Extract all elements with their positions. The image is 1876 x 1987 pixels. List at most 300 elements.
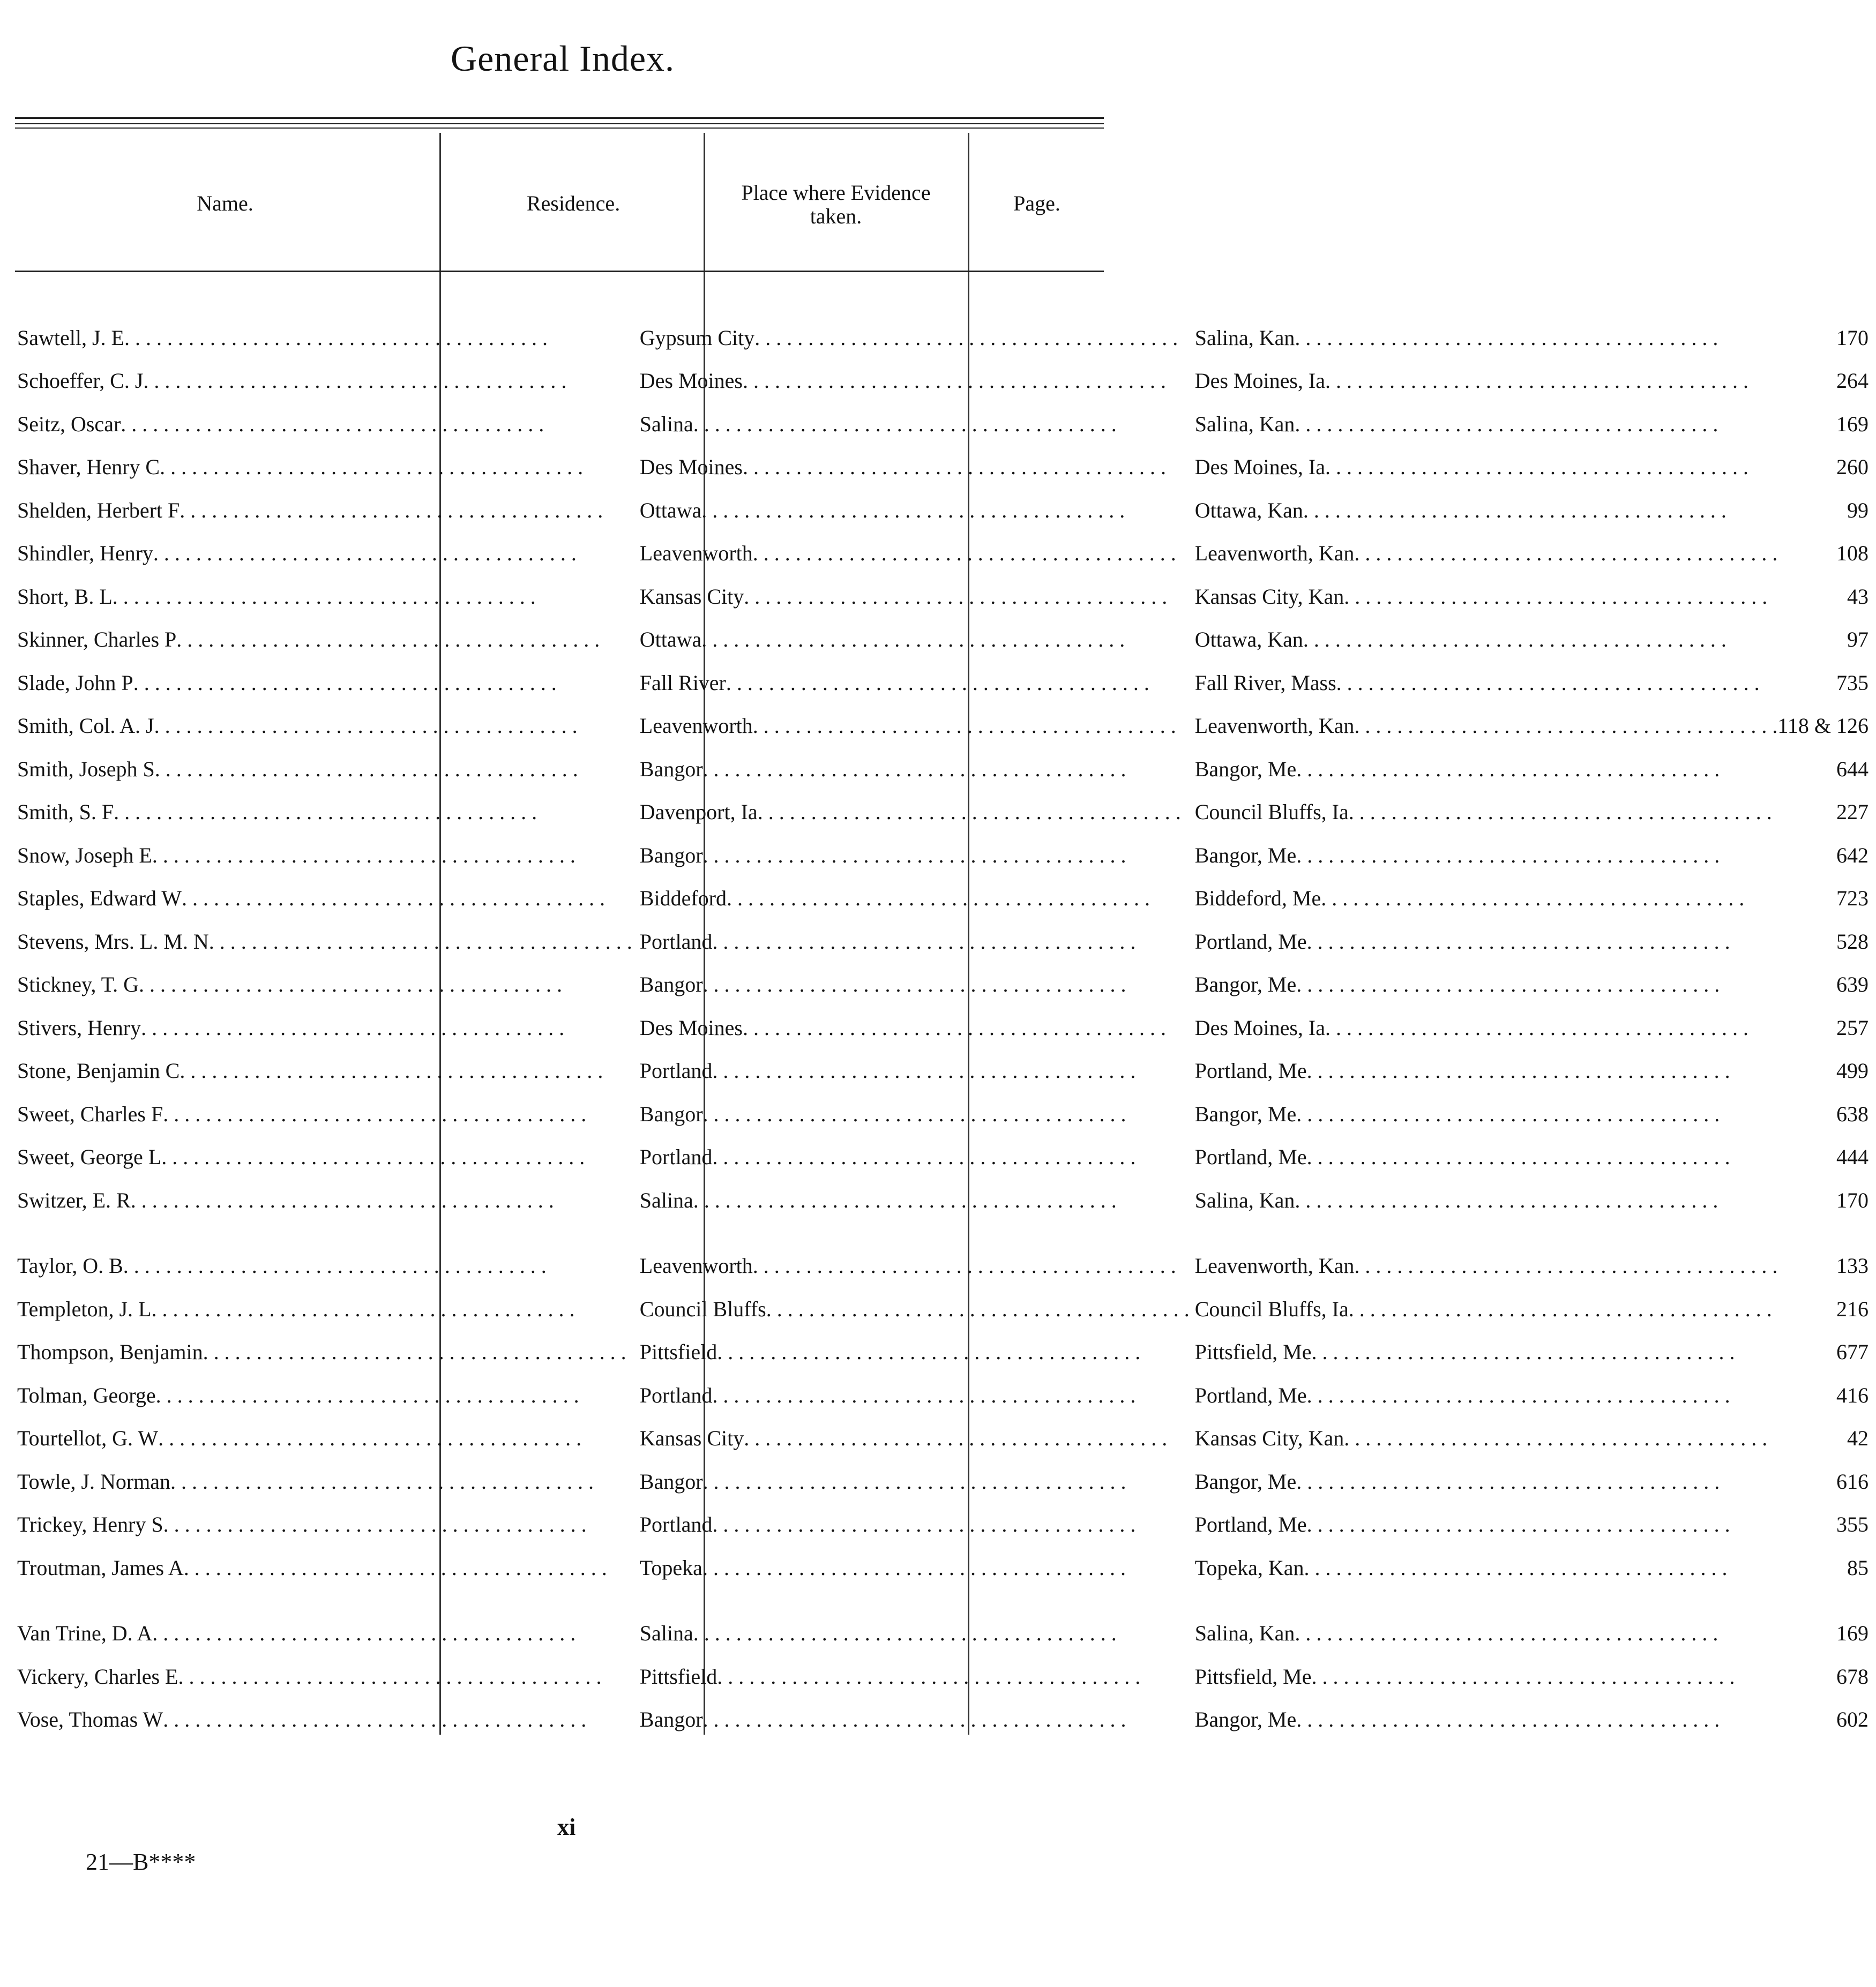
entry-page-text: 169 <box>1836 411 1869 436</box>
entry-place <box>1190 316 1778 359</box>
table-row <box>16 489 1876 532</box>
dot-leader: . . . . . . . . . . . . . . . . . . . . . . . . . . . . . . . . . . . . . . . . <box>1295 411 1718 436</box>
entry-residence <box>632 920 1190 963</box>
entry-residence <box>632 791 1190 834</box>
entry-page-text: 99 <box>1847 498 1869 522</box>
entry-page <box>1777 1179 1876 1222</box>
entry-page <box>1777 1460 1876 1503</box>
table-row <box>16 1374 1876 1417</box>
entry-place-text: Leavenworth, Kan <box>1194 541 1355 566</box>
entry-name-text: Short, B. L <box>17 584 113 609</box>
entry-name-text: Vickery, Charles E <box>17 1664 178 1689</box>
entry-name <box>16 1136 632 1179</box>
dot-leader: . . . . . . . . . . . . . . . . . . . . . . . . . . . . . . . . . . . . . . . . <box>743 369 1166 393</box>
entry-place <box>1190 1612 1778 1655</box>
entry-residence-text: Salina <box>639 411 693 436</box>
dot-leader: . . . . . . . . . . . . . . . . . . . . . . . . . . . . . . . . . . . . . . . . <box>744 584 1168 609</box>
entry-name-text: Smith, S. F <box>17 800 114 824</box>
entry-name-text: Shelden, Herbert F <box>17 498 180 522</box>
entry-residence-text: Ottawa <box>639 498 702 522</box>
entry-name-text: Shaver, Henry C <box>17 455 160 479</box>
entry-name <box>16 1287 632 1331</box>
entry-page <box>1777 791 1876 834</box>
entry-page <box>1777 963 1876 1007</box>
dot-leader: . . . . . . . . . . . . . . . . . . . . . . . . . . . . . . . . . . . . . . . . <box>752 1254 1176 1278</box>
entry-name <box>16 834 632 877</box>
entry-name <box>16 359 632 403</box>
table-row <box>16 877 1876 920</box>
entry-page <box>1777 532 1876 575</box>
entry-place-text: Kansas City, Kan <box>1194 1426 1344 1451</box>
top-rule-thick <box>15 117 1104 119</box>
table-row <box>16 618 1876 662</box>
dot-leader: . . . . . . . . . . . . . . . . . . . . . . . . . . . . . . . . . . . . . . . . <box>752 541 1176 566</box>
entry-name-text: Stevens, Mrs. L. M. N <box>17 929 209 954</box>
entry-name <box>16 1612 632 1655</box>
entry-residence-text: Bangor <box>639 1101 703 1126</box>
entry-page <box>1777 1287 1876 1331</box>
dot-leader: . . . . . . . . . . . . . . . . . . . . . . . . . . . . . . . . . . . . . . . . <box>183 1555 607 1580</box>
entry-place-text: Salina, Kan <box>1194 325 1295 350</box>
dot-leader: . . . . . . . . . . . . . . . . . . . . . . . . . . . . . . . . . . . . . . . . <box>151 1296 575 1321</box>
dot-leader: . . . . . . . . . . . . . . . . . . . . . . . . . . . . . . . . . . . . . . . . <box>1295 1188 1718 1212</box>
entry-place <box>1190 1179 1778 1222</box>
dot-leader: . . . . . . . . . . . . . . . . . . . . . . . . . . . . . . . . . . . . . . . . <box>155 1383 579 1407</box>
entry-page-text: 416 <box>1836 1383 1869 1407</box>
dot-leader: . . . . . . . . . . . . . . . . . . . . . . . . . . . . . . . . . . . . . . . . <box>712 929 1136 954</box>
dot-leader: . . . . . . . . . . . . . . . . . . . . . . . . . . . . . . . . . . . . . . . . <box>163 1512 587 1537</box>
entry-page-text: 616 <box>1836 1469 1869 1494</box>
entry-place-text: Portland, Me <box>1194 1512 1307 1537</box>
entry-page-text: 260 <box>1836 455 1869 479</box>
dot-leader: . . . . . . . . . . . . . . . . . . . . . . . . . . . . . . . . . . . . . . . . <box>1325 1015 1748 1040</box>
table-row <box>16 575 1876 618</box>
entry-residence-text: Kansas City <box>639 1426 744 1451</box>
entry-place-text: Council Bluffs, Ia <box>1194 800 1349 824</box>
entry-residence <box>632 1136 1190 1179</box>
entry-residence <box>632 704 1190 748</box>
entry-name <box>16 618 632 662</box>
entry-place <box>1190 661 1778 704</box>
entry-residence-text: Pittsfield <box>639 1664 717 1689</box>
entry-page <box>1777 1244 1876 1288</box>
entry-place-text: Ottawa, Kan <box>1194 498 1303 522</box>
entry-page <box>1777 1331 1876 1374</box>
entry-residence-text: Portland <box>639 1059 713 1083</box>
dot-leader: . . . . . . . . . . . . . . . . . . . . . . . . . . . . . . . . . . . . . . . . <box>1321 886 1745 911</box>
entry-residence-text: Gypsum City <box>639 325 755 350</box>
entry-name <box>16 532 632 575</box>
dot-leader: . . . . . . . . . . . . . . . . . . . . . . . . . . . . . . . . . . . . . . . . <box>1325 455 1748 479</box>
entry-residence-text: Bangor <box>639 756 703 781</box>
dot-leader: . . . . . . . . . . . . . . . . . . . . . . . . . . . . . . . . . . . . . . . . <box>1296 843 1720 867</box>
entry-name-text: Seitz, Oscar <box>17 411 121 436</box>
entry-name <box>16 1006 632 1049</box>
dot-leader: . . . . . . . . . . . . . . . . . . . . . . . . . . . . . . . . . . . . . . . . <box>1296 1469 1720 1494</box>
entry-place-text: Pittsfield, Me <box>1194 1340 1312 1364</box>
entry-place-text: Bangor, Me <box>1194 843 1297 867</box>
entry-page <box>1777 747 1876 791</box>
entry-place <box>1190 1655 1778 1698</box>
table-row <box>16 1287 1876 1331</box>
entry-name-text: Stivers, Henry <box>17 1015 141 1040</box>
entry-page-text: 257 <box>1836 1015 1869 1040</box>
entry-residence-text: Kansas City <box>639 584 744 609</box>
entry-residence-text: Topeka <box>639 1555 702 1580</box>
dot-leader: . . . . . . . . . . . . . . . . . . . . . . . . . . . . . . . . . . . . . . . . <box>693 1188 1117 1212</box>
dot-leader: . . . . . . . . . . . . . . . . . . . . . . . . . . . . . . . . . . . . . . . . <box>1348 1296 1772 1321</box>
table-row <box>16 1546 1876 1589</box>
table-row <box>16 661 1876 704</box>
entry-page <box>1777 661 1876 704</box>
dot-leader: . . . . . . . . . . . . . . . . . . . . . . . . . . . . . . . . . . . . . . . . <box>702 1469 1126 1494</box>
dot-leader: . . . . . . . . . . . . . . . . . . . . . . . . . . . . . . . . . . . . . . . . <box>744 1426 1168 1451</box>
entry-name-text: Schoeffer, C. J <box>17 369 144 393</box>
entry-name-text: Sweet, George L <box>17 1145 162 1169</box>
dot-leader: . . . . . . . . . . . . . . . . . . . . . . . . . . . . . . . . . . . . . . . . <box>701 498 1125 522</box>
dot-leader: . . . . . . . . . . . . . . . . . . . . . . . . . . . . . . . . . . . . . . . . <box>181 886 605 911</box>
entry-page <box>1777 1698 1876 1742</box>
entry-name <box>16 1546 632 1589</box>
dot-leader: . . . . . . . . . . . . . . . . . . . . . . . . . . . . . . . . . . . . . . . . <box>1296 1707 1720 1732</box>
table-row <box>16 704 1876 748</box>
index-table <box>16 316 1876 1741</box>
top-rule-thin <box>15 123 1104 124</box>
entry-name <box>16 963 632 1007</box>
dot-leader: . . . . . . . . . . . . . . . . . . . . . . . . . . . . . . . . . . . . . . . . <box>757 800 1181 824</box>
dot-leader: . . . . . . . . . . . . . . . . . . . . . . . . . . . . . . . . . . . . . . . . <box>153 541 577 566</box>
column-header-residence: Residence. <box>526 191 621 215</box>
dot-leader: . . . . . . . . . . . . . . . . . . . . . . . . . . . . . . . . . . . . . . . . <box>1296 972 1720 997</box>
entry-page-text: 133 <box>1836 1254 1869 1278</box>
table-row <box>16 1503 1876 1547</box>
entry-name <box>16 747 632 791</box>
entry-name <box>16 1417 632 1460</box>
page-title: General Index. <box>450 38 675 79</box>
entry-place <box>1190 1417 1778 1460</box>
entry-place <box>1190 489 1778 532</box>
entry-page-text: 678 <box>1836 1664 1869 1689</box>
table-row <box>16 1698 1876 1742</box>
dot-leader: . . . . . . . . . . . . . . . . . . . . . . . . . . . . . . . . . . . . . . . . <box>754 325 1178 350</box>
table-row <box>16 920 1876 963</box>
table-row <box>16 791 1876 834</box>
entry-residence-text: Bangor <box>639 1469 703 1494</box>
entry-place-text: Portland, Me <box>1194 929 1307 954</box>
entry-place <box>1190 359 1778 403</box>
entry-place-text: Bangor, Me <box>1194 1469 1297 1494</box>
dot-leader: . . . . . . . . . . . . . . . . . . . . . . . . . . . . . . . . . . . . . . . . <box>1306 1145 1730 1169</box>
column-header-page: Page. <box>1013 191 1060 215</box>
dot-leader: . . . . . . . . . . . . . . . . . . . . . . . . . . . . . . . . . . . . . . . . <box>702 1555 1126 1580</box>
entry-name-text: Thompson, Benjamin <box>17 1340 203 1364</box>
entry-place-text: Salina, Kan <box>1194 1621 1295 1646</box>
table-row <box>16 446 1876 489</box>
entry-place-text: Salina, Kan <box>1194 411 1295 436</box>
table-row <box>16 1612 1876 1655</box>
dot-leader: . . . . . . . . . . . . . . . . . . . . . . . . . . . . . . . . . . . . . . . . <box>743 455 1166 479</box>
entry-name-text: Sweet, Charles F <box>17 1101 163 1126</box>
entry-residence <box>632 489 1190 532</box>
entry-name-text: Shindler, Henry <box>17 541 153 566</box>
table-row <box>16 359 1876 403</box>
entry-residence <box>632 446 1190 489</box>
table-row <box>16 402 1876 446</box>
entry-residence-text: Des Moines <box>639 369 743 393</box>
entry-residence <box>632 1417 1190 1460</box>
dot-leader: . . . . . . . . . . . . . . . . . . . . . . . . . . . . . . . . . . . . . . . . <box>1344 1426 1768 1451</box>
dot-leader: . . . . . . . . . . . . . . . . . . . . . . . . . . . . . . . . . . . . . . . . <box>1303 498 1726 522</box>
dot-leader: . . . . . . . . . . . . . . . . . . . . . . . . . . . . . . . . . . . . . . . . <box>160 455 584 479</box>
entry-place-text: Bangor, Me <box>1194 1707 1297 1732</box>
dot-leader: . . . . . . . . . . . . . . . . . . . . . . . . . . . . . . . . . . . . . . . . <box>154 756 578 781</box>
entry-residence-text: Ottawa <box>639 627 702 652</box>
table-row <box>16 1331 1876 1374</box>
entry-residence-text: Bangor <box>639 1707 703 1732</box>
entry-residence <box>632 747 1190 791</box>
entry-name-text: Towle, J. Norman <box>17 1469 171 1494</box>
dot-leader: . . . . . . . . . . . . . . . . . . . . . . . . . . . . . . . . . . . . . . . . <box>133 670 557 695</box>
entry-page-text: 97 <box>1847 627 1869 652</box>
entry-residence <box>632 1244 1190 1288</box>
entry-page <box>1777 1092 1876 1136</box>
entry-name-text: Vose, Thomas W <box>17 1707 163 1732</box>
entry-page-text: 723 <box>1836 886 1869 911</box>
entry-place-text: Ottawa, Kan <box>1194 627 1303 652</box>
table-row <box>16 1006 1876 1049</box>
entry-residence <box>632 402 1190 446</box>
dot-leader: . . . . . . . . . . . . . . . . . . . . . . . . . . . . . . . . . . . . . . . . <box>154 714 578 738</box>
dot-leader: . . . . . . . . . . . . . . . . . . . . . . . . . . . . . . . . . . . . . . . . <box>158 1426 582 1451</box>
dot-leader: . . . . . . . . . . . . . . . . . . . . . . . . . . . . . . . . . . . . . . . . <box>702 1707 1126 1732</box>
dot-leader: . . . . . . . . . . . . . . . . . . . . . . . . . . . . . . . . . . . . . . . . <box>702 972 1126 997</box>
entry-name-text: Skinner, Charles P <box>17 627 177 652</box>
section-gap-cell <box>16 1589 1876 1612</box>
entry-residence-text: Leavenworth <box>639 541 753 566</box>
entry-page <box>1777 877 1876 920</box>
table-row <box>16 1460 1876 1503</box>
table-row <box>16 532 1876 575</box>
dot-leader: . . . . . . . . . . . . . . . . . . . . . . . . . . . . . . . . . . . . . . . . <box>766 1296 1190 1321</box>
entry-name-text: Smith, Joseph S <box>17 756 155 781</box>
entry-residence-text: Leavenworth <box>639 714 753 738</box>
entry-name-text: Tourtellot, G. W <box>17 1426 159 1451</box>
entry-residence <box>632 1698 1190 1742</box>
entry-place <box>1190 920 1778 963</box>
table-row <box>16 1417 1876 1460</box>
entry-place <box>1190 1006 1778 1049</box>
entry-name-text: Smith, Col. A. J <box>17 714 154 738</box>
dot-leader: . . . . . . . . . . . . . . . . . . . . . . . . . . . . . . . . . . . . . . . . <box>726 886 1150 911</box>
entry-name-text: Stickney, T. G <box>17 972 139 997</box>
entry-name <box>16 1179 632 1222</box>
entry-place <box>1190 1698 1778 1742</box>
entry-place-text: Pittsfield, Me <box>1194 1664 1312 1689</box>
column-header-place: Place where Evidence taken. <box>741 181 931 228</box>
dot-leader: . . . . . . . . . . . . . . . . . . . . . . . . . . . . . . . . . . . . . . . . <box>1306 1512 1730 1537</box>
entry-residence-text: Fall River <box>639 670 726 695</box>
entry-name <box>16 446 632 489</box>
entry-place-text: Portland, Me <box>1194 1145 1307 1169</box>
dot-leader: . . . . . . . . . . . . . . . . . . . . . . . . . . . . . . . . . . . . . . . . <box>114 800 537 824</box>
entry-page <box>1777 446 1876 489</box>
entry-name-text: Slade, John P <box>17 670 133 695</box>
entry-page <box>1777 1655 1876 1698</box>
entry-residence <box>632 1655 1190 1698</box>
dot-leader: . . . . . . . . . . . . . . . . . . . . . . . . . . . . . . . . . . . . . . . . <box>176 627 600 652</box>
dot-leader: . . . . . . . . . . . . . . . . . . . . . . . . . . . . . . . . . . . . . . . . <box>702 843 1126 867</box>
entry-page-text: 169 <box>1836 1621 1869 1646</box>
entry-page <box>1777 575 1876 618</box>
dot-leader: . . . . . . . . . . . . . . . . . . . . . . . . . . . . . . . . . . . . . . . . <box>1311 1340 1735 1364</box>
dot-leader: . . . . . . . . . . . . . . . . . . . . . . . . . . . . . . . . . . . . . . . . <box>180 498 603 522</box>
entry-place-text: Des Moines, Ia <box>1194 1015 1325 1040</box>
entry-residence <box>632 1092 1190 1136</box>
dot-leader: . . . . . . . . . . . . . . . . . . . . . . . . . . . . . . . . . . . . . . . . <box>1296 756 1720 781</box>
entry-residence <box>632 877 1190 920</box>
dot-leader: . . . . . . . . . . . . . . . . . . . . . . . . . . . . . . . . . . . . . . . . <box>701 627 1125 652</box>
entry-residence <box>632 963 1190 1007</box>
dot-leader: . . . . . . . . . . . . . . . . . . . . . . . . . . . . . . . . . . . . . . . . <box>1296 1101 1720 1126</box>
entry-place-text: Council Bluffs, Ia <box>1194 1296 1349 1321</box>
entry-page-text: 639 <box>1836 972 1869 997</box>
dot-leader: . . . . . . . . . . . . . . . . . . . . . . . . . . . . . . . . . . . . . . . . <box>141 1015 565 1040</box>
entry-name-text: Van Trine, D. A <box>17 1621 153 1646</box>
entry-residence <box>632 1503 1190 1547</box>
dot-leader: . . . . . . . . . . . . . . . . . . . . . . . . . . . . . . . . . . . . . . . . <box>1295 1621 1718 1646</box>
entry-place <box>1190 1287 1778 1331</box>
entry-page <box>1777 618 1876 662</box>
entry-place-text: Portland, Me <box>1194 1383 1307 1407</box>
entry-name <box>16 1244 632 1288</box>
entry-place <box>1190 1331 1778 1374</box>
entry-page <box>1777 1417 1876 1460</box>
dot-leader: . . . . . . . . . . . . . . . . . . . . . . . . . . . . . . . . . . . . . . . . <box>121 411 544 436</box>
entry-name <box>16 791 632 834</box>
dot-leader: . . . . . . . . . . . . . . . . . . . . . . . . . . . . . . . . . . . . . . . . <box>1304 1555 1728 1580</box>
table-row <box>16 1244 1876 1288</box>
top-rule-thin-2 <box>15 128 1104 129</box>
dot-leader: . . . . . . . . . . . . . . . . . . . . . . . . . . . . . . . . . . . . . . . . <box>130 1188 554 1212</box>
entry-page-text: 43 <box>1847 584 1869 609</box>
entry-residence-text: Pittsfield <box>639 1340 717 1364</box>
entry-place <box>1190 1049 1778 1093</box>
entry-place <box>1190 1374 1778 1417</box>
entry-name <box>16 489 632 532</box>
entry-place-text: Topeka, Kan <box>1194 1555 1304 1580</box>
entry-name <box>16 1092 632 1136</box>
entry-residence <box>632 1331 1190 1374</box>
entry-place-text: Des Moines, Ia <box>1194 369 1325 393</box>
entry-residence <box>632 1006 1190 1049</box>
dot-leader: . . . . . . . . . . . . . . . . . . . . . . . . . . . . . . . . . . . . . . . . <box>178 1664 602 1689</box>
section-gap-cell <box>16 1222 1876 1244</box>
entry-page <box>1777 1136 1876 1179</box>
entry-page <box>1777 359 1876 403</box>
entry-place <box>1190 1092 1778 1136</box>
entry-residence-text: Leavenworth <box>639 1254 753 1278</box>
entry-name <box>16 877 632 920</box>
signature-mark: 21—B**** <box>86 1849 196 1875</box>
table-row <box>16 1092 1876 1136</box>
entry-page-text: 602 <box>1836 1707 1869 1732</box>
dot-leader: . . . . . . . . . . . . . . . . . . . . . . . . . . . . . . . . . . . . . . . . <box>1354 714 1778 738</box>
dot-leader: . . . . . . . . . . . . . . . . . . . . . . . . . . . . . . . . . . . . . . . . <box>712 1383 1136 1407</box>
entry-place-text: Des Moines, Ia <box>1194 455 1325 479</box>
dot-leader: . . . . . . . . . . . . . . . . . . . . . . . . . . . . . . . . . . . . . . . . <box>712 1059 1136 1083</box>
table-row <box>16 316 1876 359</box>
entry-page <box>1777 402 1876 446</box>
dot-leader: . . . . . . . . . . . . . . . . . . . . . . . . . . . . . . . . . . . . . . . . <box>712 1145 1136 1169</box>
entry-residence-text: Des Moines <box>639 455 743 479</box>
entry-place-text: Biddeford, Me <box>1194 886 1321 911</box>
entry-name <box>16 704 632 748</box>
entry-place-text: Leavenworth, Kan <box>1194 714 1355 738</box>
entry-residence-text: Portland <box>639 1145 713 1169</box>
entry-page-text: 42 <box>1847 1426 1869 1451</box>
dot-leader: . . . . . . . . . . . . . . . . . . . . . . . . . . . . . . . . . . . . . . . . <box>702 756 1126 781</box>
entry-residence-text: Portland <box>639 929 713 954</box>
entry-residence <box>632 359 1190 403</box>
entry-name-text: Stone, Benjamin C <box>17 1059 180 1083</box>
dot-leader: . . . . . . . . . . . . . . . . . . . . . . . . . . . . . . . . . . . . . . . . <box>152 843 575 867</box>
entry-page-text: 638 <box>1836 1101 1869 1126</box>
entry-residence <box>632 1546 1190 1589</box>
entry-residence-text: Portland <box>639 1512 713 1537</box>
entry-name <box>16 1049 632 1093</box>
entry-name-text: Taylor, O. B <box>17 1254 123 1278</box>
entry-residence <box>632 1460 1190 1503</box>
entry-page-text: 355 <box>1836 1512 1869 1537</box>
entry-page <box>1777 704 1876 748</box>
dot-leader: . . . . . . . . . . . . . . . . . . . . . . . . . . . . . . . . . . . . . . . . <box>752 714 1176 738</box>
entry-place <box>1190 1460 1778 1503</box>
section-gap <box>16 1222 1876 1244</box>
entry-page <box>1777 834 1876 877</box>
entry-page-text: 108 <box>1836 541 1869 566</box>
entry-page-text: 170 <box>1836 325 1869 350</box>
entry-name-text: Staples, Edward W <box>17 886 182 911</box>
entry-place <box>1190 791 1778 834</box>
entry-name-text: Troutman, James A <box>17 1555 184 1580</box>
dot-leader: . . . . . . . . . . . . . . . . . . . . . . . . . . . . . . . . . . . . . . . . <box>180 1059 603 1083</box>
entry-residence <box>632 575 1190 618</box>
dot-leader: . . . . . . . . . . . . . . . . . . . . . . . . . . . . . . . . . . . . . . . . <box>1306 1059 1730 1083</box>
dot-leader: . . . . . . . . . . . . . . . . . . . . . . . . . . . . . . . . . . . . . . . . <box>203 1340 626 1364</box>
entry-place-text: Leavenworth, Kan <box>1194 1254 1355 1278</box>
page-number: xi <box>557 1814 576 1840</box>
entry-place-text: Kansas City, Kan <box>1194 584 1344 609</box>
entry-residence <box>632 1374 1190 1417</box>
entry-name <box>16 661 632 704</box>
entry-name <box>16 402 632 446</box>
entry-place-text: Bangor, Me <box>1194 972 1297 997</box>
entry-name <box>16 920 632 963</box>
entry-page-text: 264 <box>1836 369 1869 393</box>
table-row <box>16 963 1876 1007</box>
entry-place-text: Bangor, Me <box>1194 1101 1297 1126</box>
dot-leader: . . . . . . . . . . . . . . . . . . . . . . . . . . . . . . . . . . . . . . . . <box>112 584 536 609</box>
dot-leader: . . . . . . . . . . . . . . . . . . . . . . . . . . . . . . . . . . . . . . . . <box>139 972 563 997</box>
entry-page-text: 216 <box>1836 1296 1869 1321</box>
entry-page-text: 642 <box>1836 843 1869 867</box>
dot-leader: . . . . . . . . . . . . . . . . . . . . . . . . . . . . . . . . . . . . . . . . <box>717 1340 1141 1364</box>
entry-page <box>1777 1612 1876 1655</box>
dot-leader: . . . . . . . . . . . . . . . . . . . . . . . . . . . . . . . . . . . . . . . . <box>1303 627 1726 652</box>
entry-residence <box>632 661 1190 704</box>
entry-page-text: 85 <box>1847 1555 1869 1580</box>
entry-place-text: Bangor, Me <box>1194 756 1297 781</box>
